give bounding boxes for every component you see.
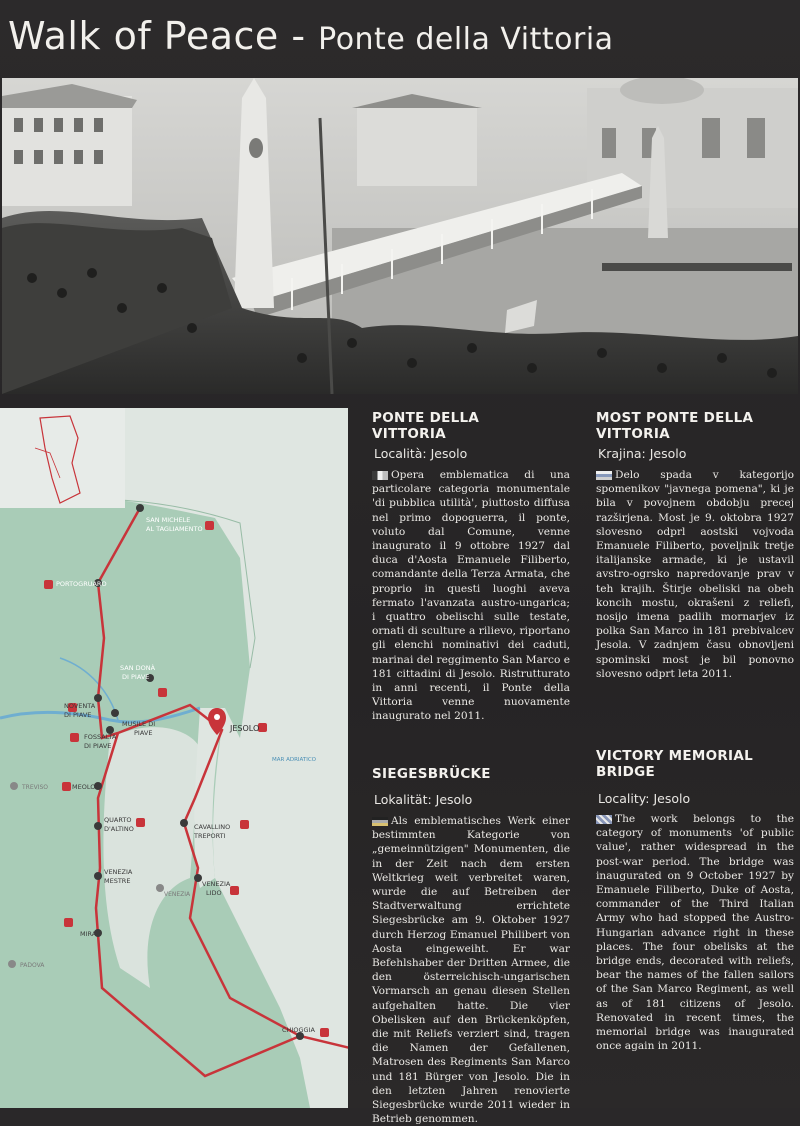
map-label-san-michele: SAN MICHELE <box>146 516 191 524</box>
text-english-block <box>596 812 794 1053</box>
map-label-venezia: VENEZIA <box>164 891 191 898</box>
map-label-quarto: QUARTO <box>104 816 132 824</box>
map-label-san-dona: SAN DONÀ <box>120 664 156 672</box>
location-german: Lokalität: Jesolo <box>374 792 473 807</box>
uk-flag-icon <box>596 815 612 824</box>
map-label-jesolo: JESOLO <box>230 724 260 733</box>
location-english: Locality: Jesolo <box>598 791 691 806</box>
map-label-musile-2: PIAVE <box>134 729 153 737</box>
text-slovene: Delo spada v kategorijo spomenikov "javnega pomena", ki je bila v povojnem obdobju precej razširjena. Most je 9. oktobra 1927 slovesno odprl aostski vojvoda Emanuele Filiberto, poveljnik tretje italijanske armade, ki je ustavil avstro-ogrsko napredovanje prav v teh krajih. Štirje obeliski na obeh koncih mostu, okrašeni z reliefi, nosijo imena padlih mornarjev iz polka San Marco in 181 prebivalcev Jesola. V zadnjem času obnovljeni spominski most je bil ponovno slovesno odprt leta 2011. <box>596 469 794 680</box>
heading-english: VICTORY MEMORIAL BRIDGE <box>596 748 754 780</box>
location-slovene: Krajina: Jesolo <box>598 446 687 461</box>
heading-slovene: MOST PONTE DELLA VITTORIA <box>596 410 754 442</box>
map-label-noventa-2: DI PIAVE <box>64 711 92 719</box>
italy-flag-icon <box>372 471 388 480</box>
map-label-cavallino-2: TREPORTI <box>194 832 226 840</box>
text-english: The work belongs to the category of monuments 'of public value', rather widespread in the post-war period. The bridge was inaugurated on 9 October 1927 by Emanuele Filiberto, Duke of Aosta, commander of the Third Italian Army who had stopped the Austro-Hungarian advance right in these places. The four obelisks at the bridge ends, decorated with reliefs, bear the names of the fallen sailors of the San Marco Regiment, as well as of 181 citizens of Jesolo. Renovated in recent times, the memorial bridge was inaugurated once again in 2011. <box>596 813 794 1053</box>
map-label-fossalta: FOSSALTA <box>84 733 117 741</box>
map-label-meolo: MEOLO <box>72 783 96 791</box>
photo-illustration <box>2 78 798 394</box>
map-label-venezia-mestre-2: MESTRE <box>104 877 131 885</box>
map-label-noventa: NOVENTA <box>64 702 96 710</box>
map-label-chioggia: CHIOGGIA <box>282 1026 315 1034</box>
text-german: Als emblematisches Werk einer bestimmten Kategorie von „gemeinnützigen" Monumenten, die in der Zeit nach dem ersten Weltkrieg weit verbreitet waren, wurde die auf Betreiben der Stadtverwaltung errichtete Siegesbrücke am 9. Oktober 1927 durch Herzog Emanuel Philibert von Aosta eingeweiht. Er war Befehlshaber der Dritten Armee, die den österreichisch-ungarischen Vormarsch an genau diesen Stellen aufgehalten hatte. Die vier Obelisken auf den Brückenköpfen, die mit Reliefs verziert sind, tragen die Namen der Gefallenen, Matrosen des Regiments San Marco und 181 Bürger von Jesolo. Die in den letzten Jahren renovierte Siegesbrücke wurde 2011 wieder in Betrieb genommen. <box>372 815 570 1126</box>
map-label-quarto-2: D'ALTINO <box>104 825 134 833</box>
text-slovene-block <box>596 468 794 681</box>
map-label-cavallino: CAVALLINO <box>194 823 231 831</box>
map-label-fossalta-2: DI PIAVE <box>84 742 112 750</box>
slovenia-flag-icon <box>596 471 612 480</box>
title-main: Walk of Peace - <box>8 14 306 58</box>
text-german-block <box>372 814 570 1126</box>
germany-flag-icon <box>372 817 388 826</box>
map-label-venezia-mestre: VENEZIA <box>104 868 133 876</box>
map-label-san-dona-2: DI PIAVE <box>122 673 150 681</box>
heading-german: SIEGESBRÜCKE <box>372 766 491 782</box>
text-italian: Opera emblematica di una particolare categoria monumentale 'di pubblica utilità', piuttosto diffusa nel primo dopoguerra, il ponte, voluto dal Comune, venne inaugurato il 9 ottobre 1927 dal duca d'Aosta Emanuele Filiberto, comandante della Terza Armata, che proprio in questi luoghi aveva fermato l'avanzata austro-ungarica; i quattro obelischi sulle testate, ornati di sculture a rilievo, riportano gli elenchi nominativi dei caduti, marinai del reggimento San Marco e 181 cittadini di Jesolo. Ristrutturato in anni recenti, il Ponte della Vittoria venne nuovamente inaugurato nel 2011. <box>372 469 570 723</box>
map-label-treviso: TREVISO <box>22 784 49 791</box>
map-graphic <box>0 408 348 1108</box>
map-label-portogruaro: PORTOGRUARO <box>56 580 107 588</box>
map-label-tagliamento: AL TAGLIAMENTO <box>146 525 203 533</box>
route-map <box>0 408 348 1108</box>
map-label-padova: PADOVA <box>20 962 45 969</box>
title-sub: Ponte della Vittoria <box>318 22 614 57</box>
map-label-mira: MIRA <box>80 930 97 938</box>
heading-italian: PONTE DELLA VITTORIA <box>372 410 480 442</box>
location-italian: Località: Jesolo <box>374 446 468 461</box>
historical-photo <box>2 78 798 394</box>
page-title <box>8 14 614 58</box>
map-label-musile: MUSILE DI <box>122 720 156 728</box>
text-italian-block <box>372 468 570 724</box>
map-label-venezia-lido: VENEZIA <box>202 880 231 888</box>
map-label-venezia-lido-2: LIDO <box>206 889 222 897</box>
map-label-sea: MAR ADRIATICO <box>272 757 317 763</box>
